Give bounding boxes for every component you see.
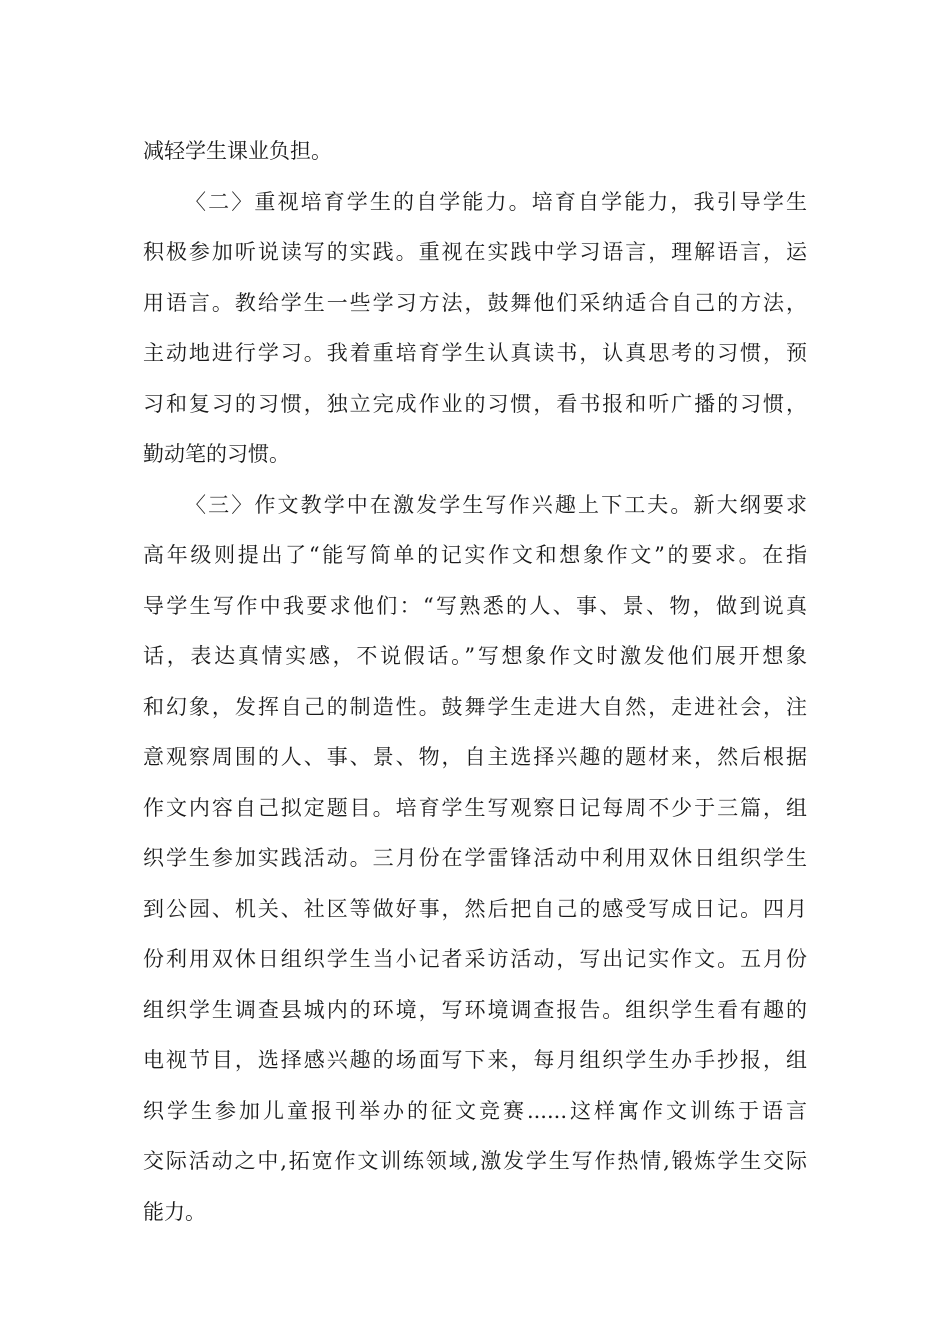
text-line: 用语言。教给学生一些学习方法，鼓舞他们采纳适合自己的方法， — [143, 290, 807, 315]
text-line: 组织学生调查县城内的环境，写环境调查报告。组织学生看有趣的 — [143, 997, 807, 1022]
text-line: 能力。 — [143, 1199, 206, 1224]
text-line: 导学生写作中我要求他们：“写熟悉的人、事、景、物，做到说真 — [143, 593, 807, 618]
text-line: 勤动笔的习惯。 — [143, 442, 290, 466]
text-line: 意观察周围的人、事、景、物，自主选择兴趣的题材来，然后根据 — [143, 745, 807, 769]
text-line: 织学生参加儿童报刊举办的征文竞赛......这样寓作文训练于语言 — [143, 1098, 807, 1123]
text-line: 电视节目，选择感兴趣的场面写下来，每月组织学生办手抄报，组 — [143, 1048, 807, 1072]
text-line: 积极参加听说读写的实践。重视在实践中学习语言，理解语言，运 — [143, 240, 807, 264]
text-line: 到公园、机关、社区等做好事，然后把自己的感受写成日记。四月 — [143, 896, 807, 921]
text-line: 织学生参加实践活动。三月份在学雷锋活动中利用双休日组织学生 — [143, 846, 807, 870]
text-line: 和幻象，发挥自己的制造性。鼓舞学生走进大自然，走进社会，注 — [143, 694, 807, 719]
text-line: 减轻学生课业负担。 — [143, 139, 332, 163]
text-line: 话，表达真情实感，不说假话。”写想象作文时激发他们展开想象 — [143, 644, 807, 668]
text-line: 交际活动之中,拓宽作文训练领域,激发学生写作热情,锻炼学生交际 — [143, 1149, 807, 1173]
text-line: 份利用双休日组织学生当小记者采访活动，写出记实作文。五月份 — [143, 947, 807, 971]
text-line: 〈三〉作文教学中在激发学生写作兴趣上下工夫。新大纲要求 — [185, 492, 807, 517]
text-line: 作文内容自己拟定题目。培育学生写观察日记每周不少于三篇，组 — [143, 795, 807, 820]
text-line: 高年级则提出了“能写简单的记实作文和想象作文”的要求。在指 — [143, 543, 807, 567]
text-line: 〈二〉重视培育学生的自学能力。培育自学能力，我引导学生 — [185, 189, 807, 214]
text-line: 主动地进行学习。我着重培育学生认真读书，认真思考的习惯，预 — [143, 341, 807, 365]
text-line: 习和复习的习惯，独立完成作业的习惯，看书报和听广播的习惯， — [143, 391, 807, 416]
